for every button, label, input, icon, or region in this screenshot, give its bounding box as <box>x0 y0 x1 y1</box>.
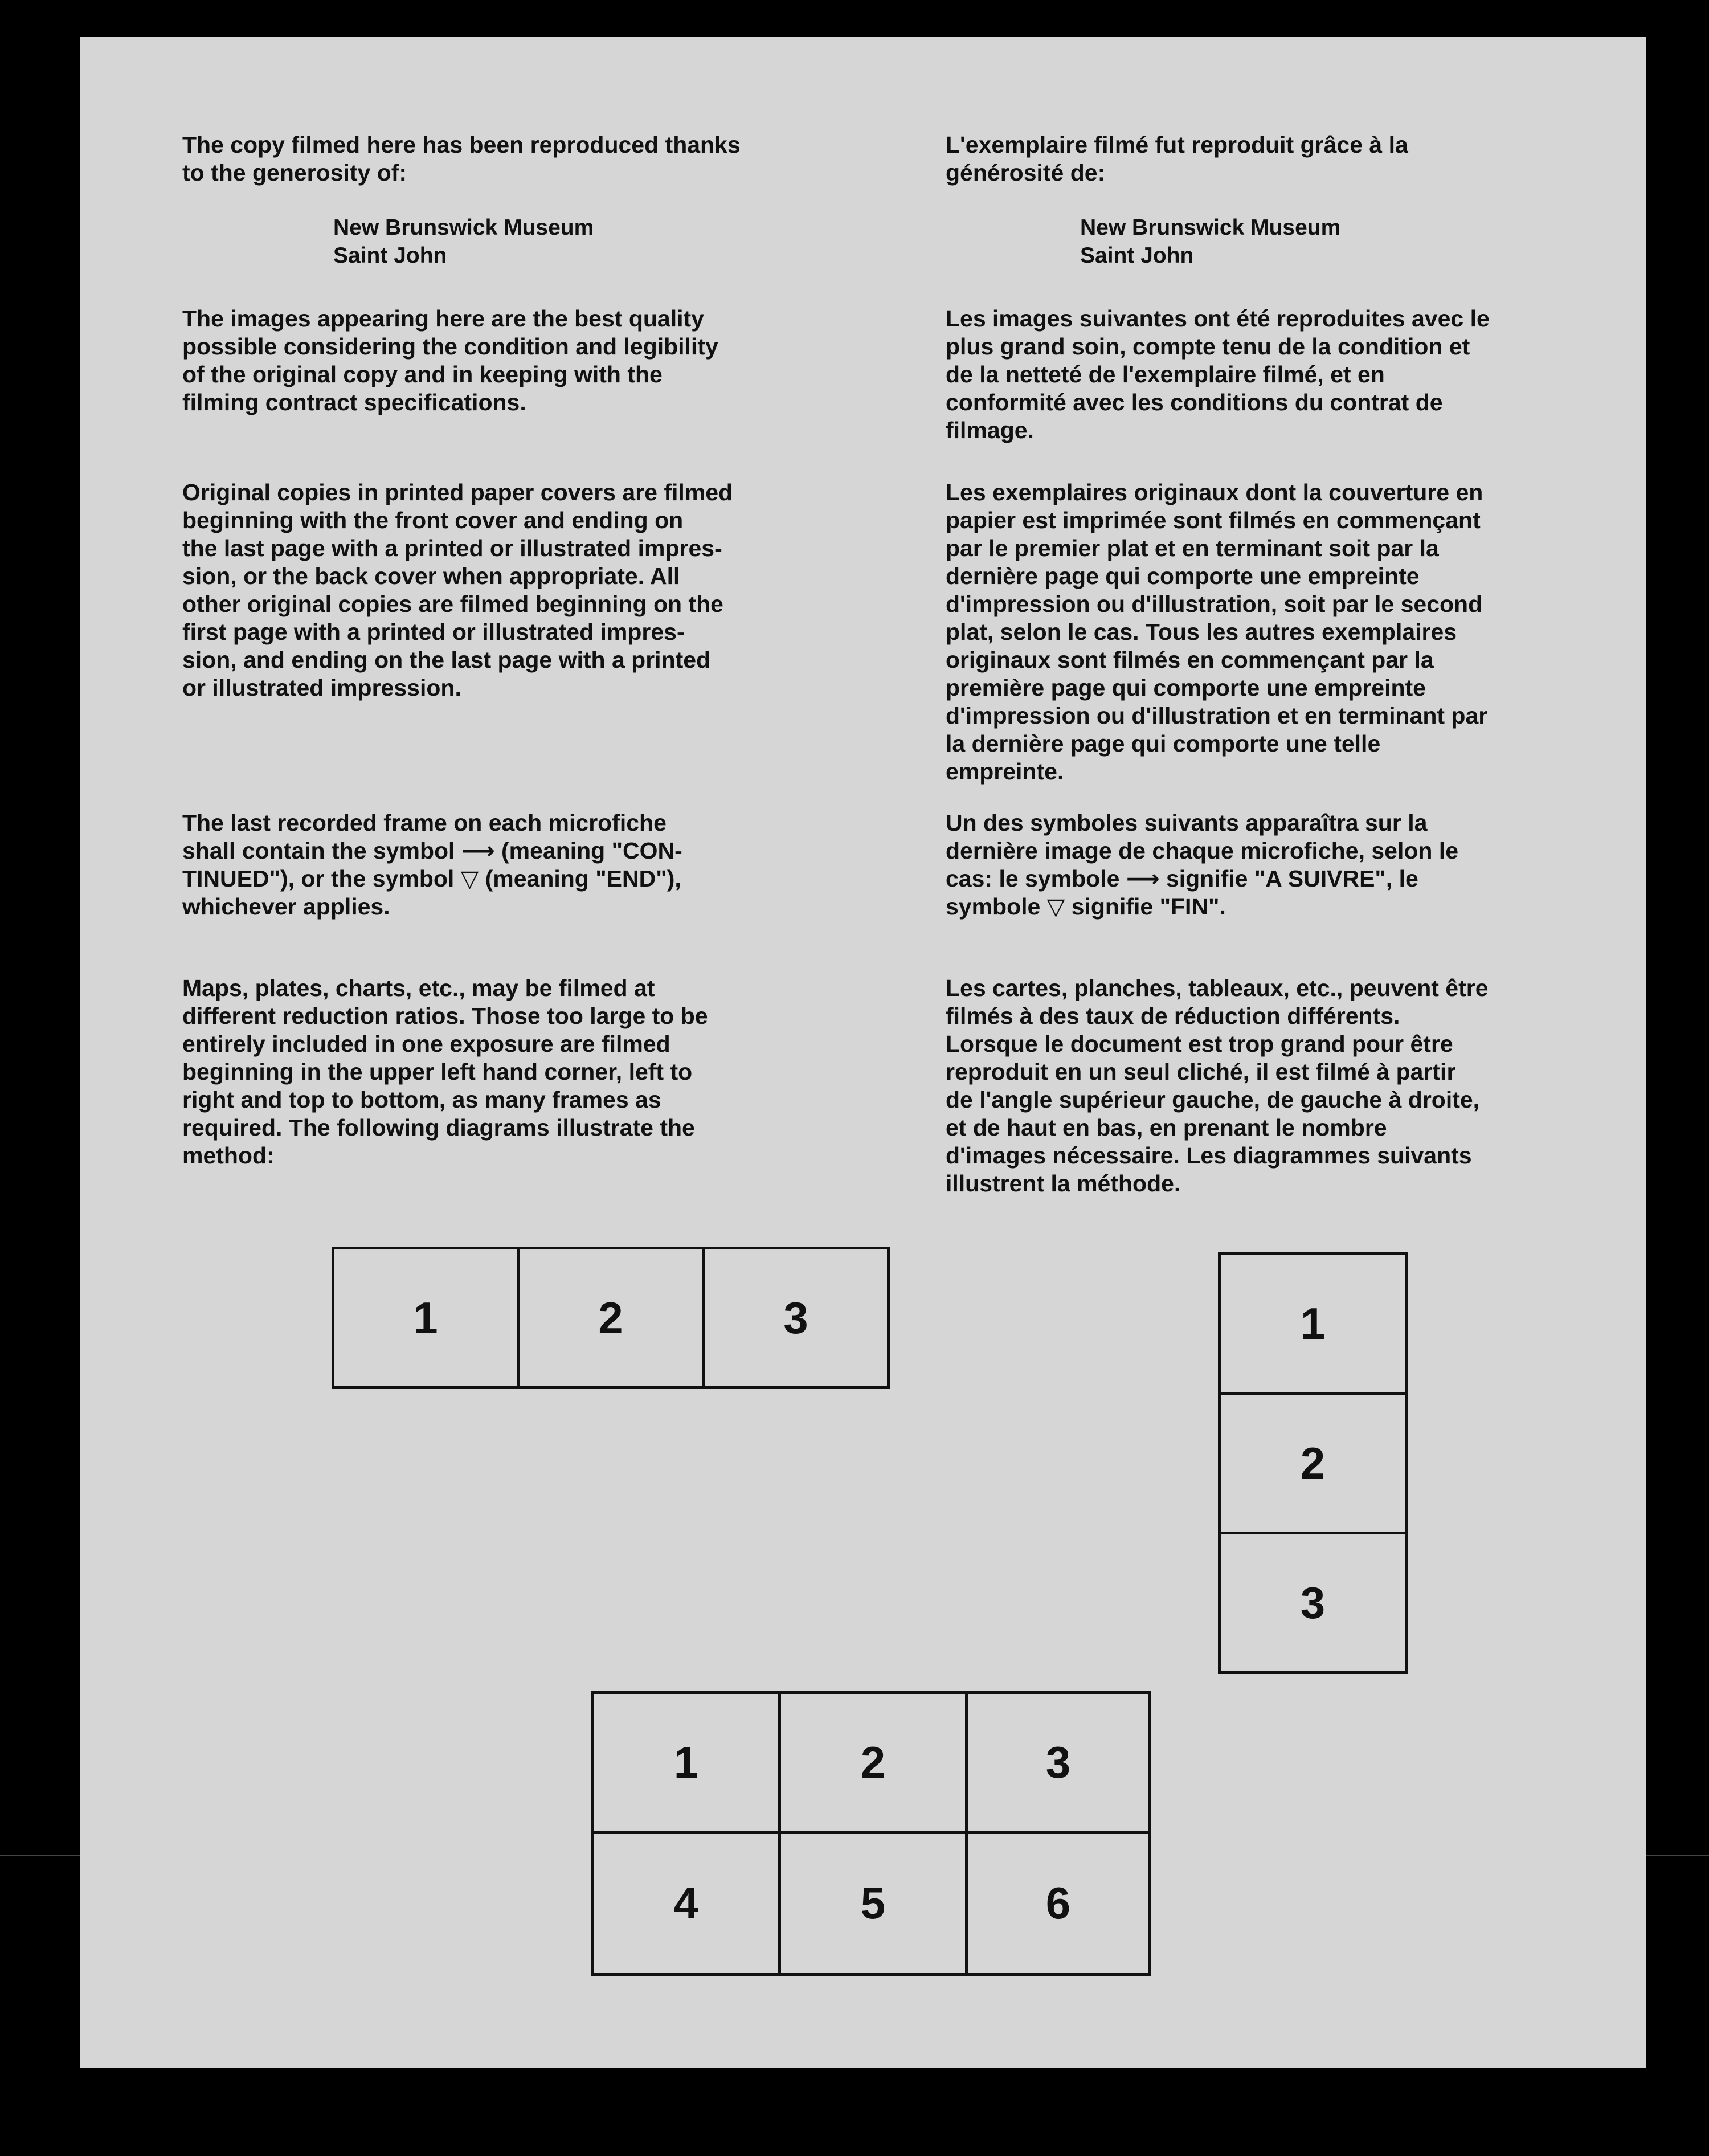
filming-notice-page <box>80 37 1646 2068</box>
english-symbols-paragraph: The last recorded frame on each microfiche shall contain the symbol ⟶ (meaning "CON- TINUED"), or the symbol ▽ (meaning "END"), whichever applies. <box>182 810 682 920</box>
diagram-frame: 2 <box>517 1247 705 1389</box>
english-covers-paragraph: Original copies in printed paper covers are filmed beginning with the front cover and ending on the last page with a printed or illustrated impres- sion, or the back cover when appropriate. All other original copies are filmed beginning on the first page with a printed or illustrated impres- sion, and ending on the last page with a printed or illustrated impression. <box>182 479 733 701</box>
diagram-frame: 4 <box>591 1831 781 1976</box>
french-covers-paragraph: Les exemplaires originaux dont la couverture en papier est imprimée sont filmés en commençant par le premier plat et en terminant soit par la dernière page qui comporte une empreinte d'impression ou d'illustration, soit par le second plat, selon le cas. Tous les autres exemplaires originaux sont filmés en commençant par la première page qui comporte une empreinte d'impression ou d'illustration et en terminant par la dernière page qui comporte une telle empreinte. <box>946 479 1488 785</box>
french-quality-paragraph: Les images suivantes ont été reproduites avec le plus grand soin, compte tenu de la condition et de la netteté de l'exemplaire filmé, et en conformité avec les conditions du contrat de filmage. <box>946 305 1490 443</box>
vertical-diagram <box>1218 1252 1408 1674</box>
diagram-frame: 1 <box>591 1691 781 1834</box>
english-institution: New Brunswick Museum Saint John <box>333 215 594 268</box>
french-institution: New Brunswick Museum Saint John <box>1080 215 1341 268</box>
french-intro: L'exemplaire filmé fut reproduit grâce à la générosité de: <box>946 132 1408 186</box>
diagram-frame: 6 <box>965 1831 1151 1976</box>
grid-diagram <box>591 1691 1151 1976</box>
english-intro: The copy filmed here has been reproduced thanks to the generosity of: <box>182 132 741 186</box>
horizontal-diagram <box>332 1247 890 1389</box>
diagram-frame: 3 <box>702 1247 890 1389</box>
diagram-frame: 3 <box>1218 1532 1408 1674</box>
english-quality-paragraph: The images appearing here are the best quality possible considering the condition and legibility of the original copy and in keeping with the filming contract specifications. <box>182 305 718 415</box>
diagram-frame: 1 <box>1218 1252 1408 1395</box>
french-symbols-paragraph: Un des symboles suivants apparaîtra sur la dernière image de chaque microfiche, selon le cas: le symbole ⟶ signifie "A SUIVRE", le symbole ▽ signifie "FIN". <box>946 810 1459 920</box>
diagram-frame: 2 <box>1218 1392 1408 1534</box>
diagram-frame: 2 <box>778 1691 968 1834</box>
french-maps-paragraph: Les cartes, planches, tableaux, etc., peuvent être filmés à des taux de réduction différents. Lorsque le document est trop grand pour être reproduit en un seul cliché, il est filmé à partir de l'angle supérieur gauche, de gauche à droite, et de haut en bas, en prenant le nombre d'images nécessaire. Les diagrammes suivants illustrent la méthode. <box>946 975 1489 1197</box>
diagram-frame: 5 <box>778 1831 968 1976</box>
diagram-frame: 1 <box>332 1247 520 1389</box>
diagram-frame: 3 <box>965 1691 1151 1834</box>
english-maps-paragraph: Maps, plates, charts, etc., may be filmed at different reduction ratios. Those too large to be entirely included in one exposure are filmed beginning in the upper left hand corner, left to right and top to bottom, as many frames as required. The following diagrams illustrate the method: <box>182 975 708 1169</box>
